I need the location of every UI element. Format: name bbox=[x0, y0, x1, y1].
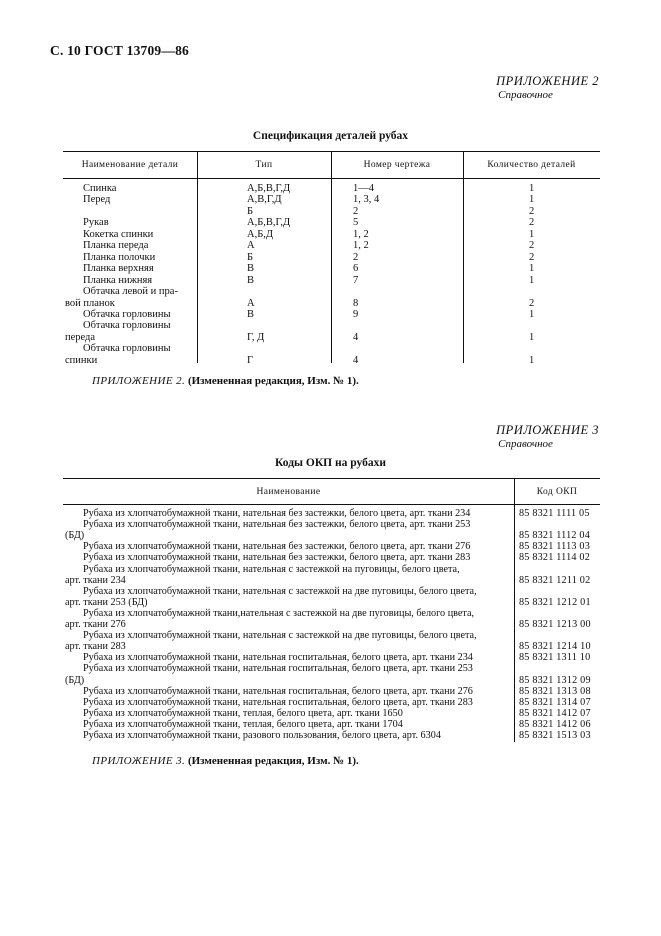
table-row bbox=[63, 263, 600, 274]
table-row bbox=[63, 194, 600, 205]
type-cell: В bbox=[247, 263, 255, 275]
product-name-cell: Рубаха из хлопчатобумажной ткани,нательная с застежкой на две пуговицы, белого цвета, bbox=[83, 607, 475, 619]
drawing-number-cell: 4 bbox=[353, 331, 359, 343]
page-header: С. 10 ГОСТ 13709—86 bbox=[50, 43, 189, 58]
table-row bbox=[63, 343, 600, 354]
product-name-cell: Рубаха из хлопчатобумажной ткани, нательная без застежки, белого цвета, арт. ткани 283 bbox=[83, 552, 471, 564]
type-cell: А,Б,Д bbox=[247, 228, 274, 240]
table-row bbox=[63, 229, 600, 240]
count-cell: 2 bbox=[529, 217, 535, 229]
table-row bbox=[63, 240, 600, 251]
table-row bbox=[63, 608, 600, 619]
count-cell: 1 bbox=[529, 354, 535, 366]
table-row bbox=[63, 719, 600, 730]
okp-code-cell: 85 8321 1311 10 bbox=[519, 652, 591, 664]
count-cell: 2 bbox=[529, 297, 535, 309]
appendix-2-sublabel: Справочное bbox=[498, 89, 553, 101]
count-cell: 1 bbox=[529, 183, 535, 194]
product-name-continuation-cell: (БД) bbox=[65, 674, 85, 686]
detail-name-continuation-cell: переда bbox=[65, 331, 96, 343]
okp-code-cell: 85 8321 1314 07 bbox=[519, 696, 591, 708]
drawing-number-cell: 1, 2 bbox=[353, 240, 369, 252]
type-cell: А bbox=[247, 297, 255, 309]
table-row bbox=[63, 597, 600, 608]
table-row bbox=[63, 630, 600, 641]
drawing-number-cell: 1—4 bbox=[353, 183, 374, 194]
drawing-number-cell: 2 bbox=[353, 251, 359, 263]
table-row bbox=[63, 183, 600, 194]
column-header: Наименование детали bbox=[81, 160, 179, 170]
detail-name-cell: Обтачка горловины bbox=[83, 308, 171, 320]
product-name-cell: Рубаха из хлопчатобумажной ткани, нательная госпитальная, белого цвета, арт. ткани 253 bbox=[83, 663, 473, 675]
detail-name-cell: Планка полочки bbox=[83, 251, 156, 263]
table-row bbox=[63, 708, 600, 719]
type-cell: Б bbox=[247, 205, 254, 217]
drawing-number-cell: 6 bbox=[353, 263, 359, 275]
okp-code-cell: 85 8321 1211 02 bbox=[519, 574, 591, 586]
okp-code-cell: 85 8321 1113 03 bbox=[519, 541, 591, 553]
spec-table-title: Спецификация деталей рубах bbox=[252, 130, 409, 142]
table-rule bbox=[63, 504, 600, 505]
detail-name-continuation-cell: вой планок bbox=[65, 297, 115, 309]
column-header: Тип bbox=[255, 160, 273, 170]
type-cell: Г, Д bbox=[247, 331, 265, 343]
product-name-continuation-cell: арт. ткани 253 (БД) bbox=[65, 596, 148, 608]
table-row bbox=[63, 552, 600, 563]
product-name-cell: Рубаха из хлопчатобумажной ткани, теплая, белого цвета, арт. ткани 1704 bbox=[83, 718, 403, 730]
column-header: Номер чертежа bbox=[363, 160, 431, 170]
detail-name-cell: Обтачка горловины bbox=[83, 320, 171, 332]
detail-name-cell: Планка переда bbox=[83, 240, 149, 252]
type-cell: В bbox=[247, 308, 255, 320]
note-text: (Измененная редакция, Изм. № 1). bbox=[187, 375, 359, 387]
table-row bbox=[63, 530, 600, 541]
table-rule bbox=[63, 478, 600, 479]
product-name-continuation-cell: арт. ткани 283 bbox=[65, 641, 126, 653]
table-row bbox=[63, 275, 600, 286]
product-name-continuation-cell: (БД) bbox=[65, 530, 85, 542]
table-row bbox=[63, 730, 600, 741]
note-text: (Измененная редакция, Изм. № 1). bbox=[187, 755, 359, 767]
drawing-number-cell: 1, 3, 4 bbox=[353, 194, 380, 206]
table-row bbox=[63, 586, 600, 597]
product-name-cell: Рубаха из хлопчатобумажной ткани, нательная с застежкой на две пуговицы, белого цвета, bbox=[83, 630, 477, 642]
appendix-3-label-block bbox=[496, 423, 599, 450]
table-row bbox=[63, 675, 600, 686]
detail-name-cell: Планка верхняя bbox=[83, 263, 154, 275]
type-cell: В bbox=[247, 274, 255, 286]
count-cell: 2 bbox=[529, 240, 535, 252]
count-cell: 1 bbox=[529, 228, 535, 240]
drawing-number-cell: 4 bbox=[353, 354, 359, 366]
detail-name-cell: Спинка bbox=[83, 183, 117, 194]
table-row bbox=[63, 575, 600, 586]
drawing-number-cell: 9 bbox=[353, 308, 359, 320]
okp-code-cell: 85 8321 1114 02 bbox=[519, 552, 591, 564]
table-row bbox=[63, 508, 600, 519]
detail-name-cell: Обтачка левой и пра- bbox=[83, 286, 178, 298]
okp-code-cell: 85 8321 1412 07 bbox=[519, 707, 591, 719]
count-cell: 1 bbox=[529, 274, 535, 286]
okp-code-cell: 85 8321 1213 00 bbox=[519, 619, 591, 630]
count-cell: 1 bbox=[529, 331, 535, 343]
table-row bbox=[63, 619, 600, 630]
okp-code-cell: 85 8321 1112 04 bbox=[519, 530, 591, 542]
product-name-continuation-cell: арт. ткани 276 bbox=[65, 619, 126, 630]
okp-code-cell: 85 8321 1214 10 bbox=[519, 641, 591, 653]
column-header: Код ОКП bbox=[536, 487, 578, 497]
detail-name-continuation-cell: спинки bbox=[65, 354, 98, 366]
type-cell: А,В,Г,Д bbox=[247, 194, 282, 206]
table-row bbox=[63, 519, 600, 530]
product-name-cell: Рубаха из хлопчатобумажной ткани, нательная госпитальная, белого цвета, арт. ткани 283 bbox=[83, 696, 473, 708]
product-name-cell: Рубаха из хлопчатобумажной ткани, нательная с застежкой на две пуговицы, белого цвета, bbox=[83, 585, 477, 597]
product-name-continuation-cell: арт. ткани 234 bbox=[65, 574, 126, 586]
table-row bbox=[63, 252, 600, 263]
spec-table bbox=[63, 151, 600, 366]
product-name-cell: Рубаха из хлопчатобумажной ткани, разового пользования, белого цвета, арт. 6304 bbox=[83, 730, 441, 741]
okp-code-cell: 85 8321 1412 06 bbox=[519, 718, 591, 730]
note-label: ПРИЛОЖЕНИЕ 2. bbox=[92, 375, 186, 387]
product-name-cell: Рубаха из хлопчатобумажной ткани, теплая, белого цвета, арт. ткани 1650 bbox=[83, 707, 403, 719]
count-cell: 1 bbox=[529, 308, 535, 320]
type-cell: Б bbox=[247, 251, 254, 263]
detail-name-cell: Планка нижняя bbox=[83, 274, 153, 286]
table-row bbox=[63, 298, 600, 309]
product-name-cell: Рубаха из хлопчатобумажной ткани, нательная без застежки, белого цвета, арт. ткани 253 bbox=[83, 519, 471, 531]
drawing-number-cell: 2 bbox=[353, 205, 359, 217]
okp-code-cell: 85 8321 1513 03 bbox=[519, 730, 591, 741]
appendix-3-sublabel: Справочное bbox=[498, 438, 553, 450]
appendix-2-label: ПРИЛОЖЕНИЕ 2 bbox=[496, 74, 599, 88]
note-label: ПРИЛОЖЕНИЕ 3. bbox=[92, 755, 186, 767]
product-name-cell: Рубаха из хлопчатобумажной ткани, нательная без застежки, белого цвета, арт. ткани 234 bbox=[83, 508, 471, 519]
appendix-2-note bbox=[92, 375, 359, 387]
product-name-cell: Рубаха из хлопчатобумажной ткани, нательная госпитальная, белого цвета, арт. ткани 276 bbox=[83, 685, 473, 697]
detail-name-cell: Рукав bbox=[83, 217, 109, 229]
drawing-number-cell: 7 bbox=[353, 274, 359, 286]
table-row bbox=[63, 217, 600, 228]
table-row bbox=[63, 697, 600, 708]
appendix-3-label: ПРИЛОЖЕНИЕ 3 bbox=[496, 423, 599, 437]
count-cell: 1 bbox=[529, 263, 535, 275]
drawing-number-cell: 5 bbox=[353, 217, 359, 229]
okp-table-title: Коды ОКП на рубахи bbox=[275, 457, 386, 469]
drawing-number-cell: 8 bbox=[353, 297, 359, 309]
type-cell: А bbox=[247, 240, 255, 252]
table-row bbox=[63, 541, 600, 552]
type-cell: А,Б,В,Г,Д bbox=[247, 217, 291, 229]
table-row bbox=[63, 309, 600, 320]
table-row bbox=[63, 564, 600, 575]
column-header: Количество деталей bbox=[487, 160, 576, 170]
okp-code-cell: 85 8321 1312 09 bbox=[519, 674, 591, 686]
product-name-cell: Рубаха из хлопчатобумажной ткани, нательная с застежкой на пуговицы, белого цвета, bbox=[83, 563, 460, 575]
count-cell: 1 bbox=[529, 194, 535, 206]
table-row bbox=[63, 641, 600, 652]
table-row bbox=[63, 332, 600, 343]
count-cell: 2 bbox=[529, 205, 535, 217]
type-cell: А,Б,В,Г,Д bbox=[247, 183, 291, 194]
table-row bbox=[63, 686, 600, 697]
detail-name-cell: Перед bbox=[83, 194, 111, 206]
table-row bbox=[63, 355, 600, 366]
table-row bbox=[63, 320, 600, 331]
detail-name-cell: Обтачка горловины bbox=[83, 343, 171, 355]
appendix-2-label-block bbox=[496, 74, 599, 101]
appendix-3-note bbox=[92, 755, 359, 767]
product-name-cell: Рубаха из хлопчатобумажной ткани, нательная без застежки, белого цвета, арт. ткани 276 bbox=[83, 541, 471, 553]
okp-code-cell: 85 8321 1313 08 bbox=[519, 685, 591, 697]
table-row bbox=[63, 663, 600, 674]
table-row bbox=[63, 652, 600, 663]
count-cell: 2 bbox=[529, 251, 535, 263]
okp-code-cell: 85 8321 1111 05 bbox=[519, 508, 590, 519]
column-header: Наименование bbox=[256, 487, 321, 497]
type-cell: Г bbox=[247, 354, 254, 366]
table-row bbox=[63, 206, 600, 217]
drawing-number-cell: 1, 2 bbox=[353, 228, 369, 240]
table-row bbox=[63, 286, 600, 297]
okp-table bbox=[63, 478, 600, 742]
product-name-cell: Рубаха из хлопчатобумажной ткани, нательная госпитальная, белого цвета, арт. ткани 234 bbox=[83, 652, 473, 664]
detail-name-cell: Кокетка спинки bbox=[83, 228, 154, 240]
okp-code-cell: 85 8321 1212 01 bbox=[519, 596, 591, 608]
